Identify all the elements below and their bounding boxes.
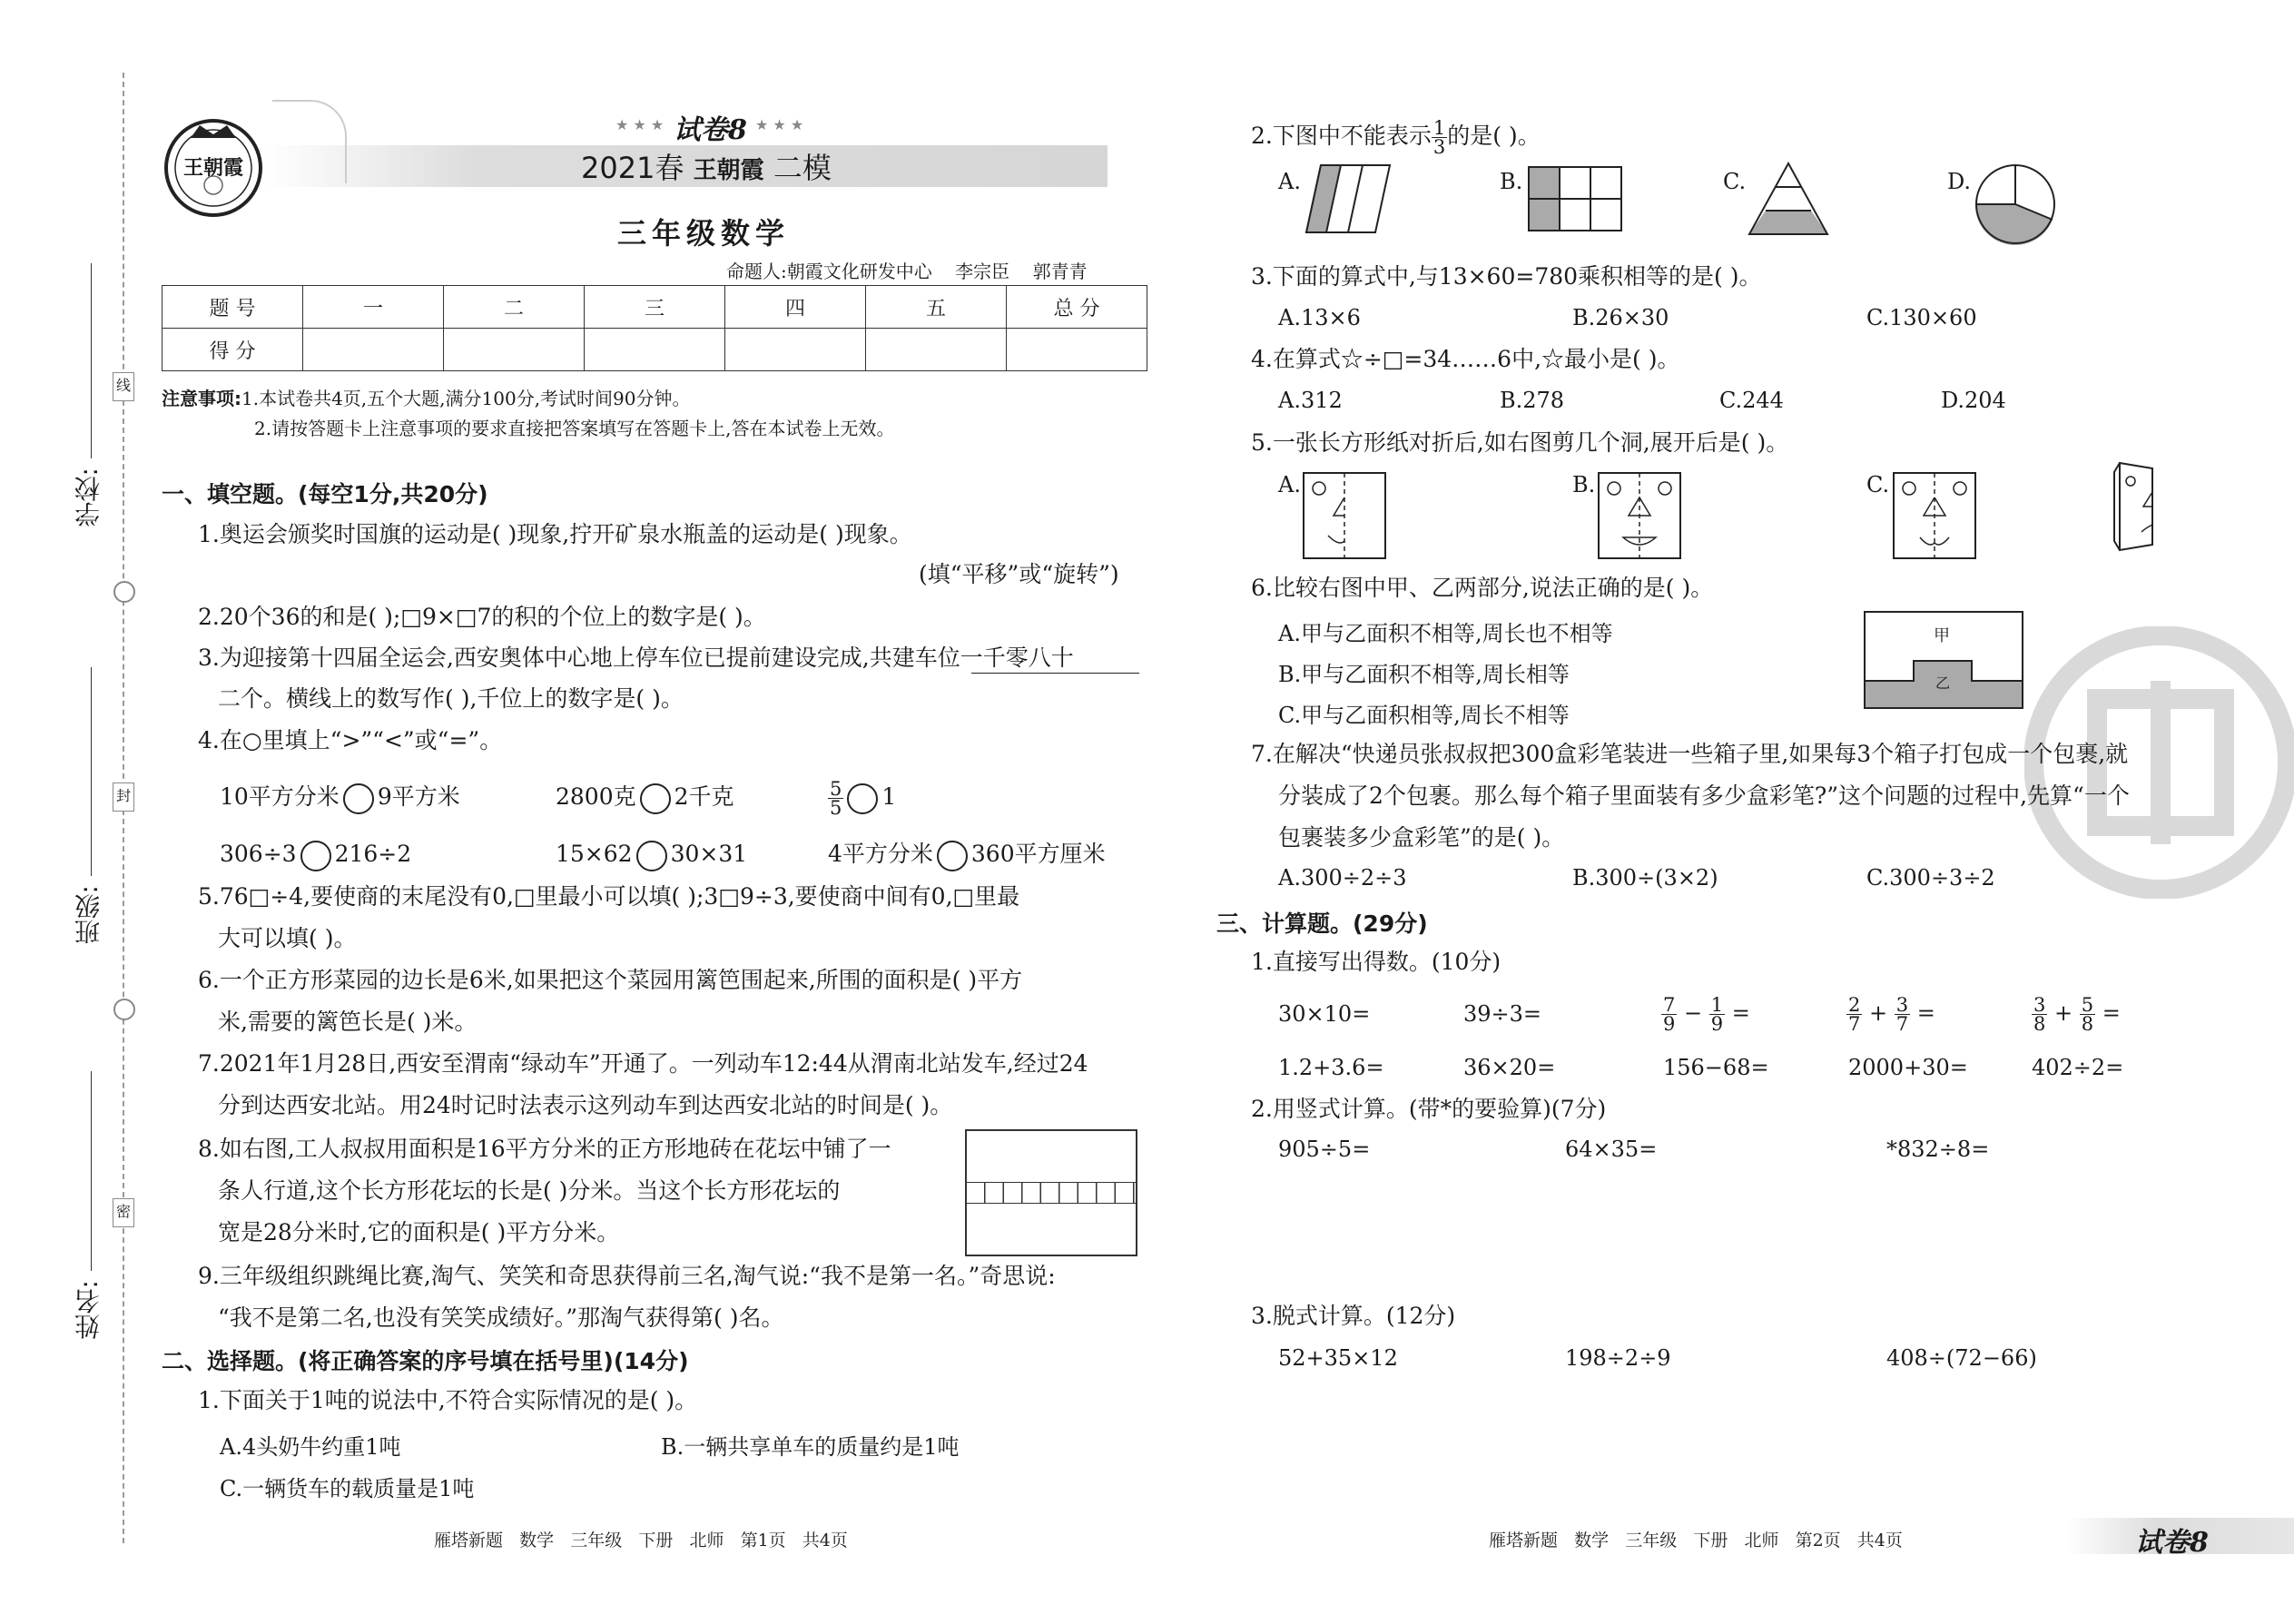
face-figure-a [1303, 472, 1386, 559]
page-right [1180, 0, 2294, 1624]
s2-q2-option-b[interactable]: B. [1500, 169, 1523, 194]
s2-q7-option-c[interactable]: C.300÷3÷2 [1866, 865, 1995, 891]
class-label: 班级: [74, 885, 103, 945]
footer-tag: 试卷8 [2135, 1527, 2209, 1559]
s2-q3-option-a[interactable]: A.13×6 [1278, 305, 1361, 330]
s2-q7-line1: 7.在解决“快递员张叔叔把300盒彩笔装进一些箱子里,如果每3个箱子打包成一个包裹,就 [1251, 741, 2129, 767]
s2-q6-option-c[interactable]: C.甲与乙面积相等,周长不相等 [1278, 703, 1570, 728]
grid-figure [1527, 165, 1623, 232]
s2-q4: 4.在算式☆÷□=34……6中,☆最小是( )。 [1251, 346, 1680, 372]
name-label: 姓名: [74, 1280, 103, 1340]
compare-circle[interactable] [640, 783, 671, 814]
stepwise-calc-item: 198÷2÷9 [1565, 1345, 1671, 1371]
footer-right: 雁塔新题 数学 三年级 下册 北师 第2页 共4页 [1489, 1530, 1903, 1550]
compare-item: 4平方分米 360平方厘米 [828, 840, 1106, 871]
school-label: 学校: [74, 468, 103, 527]
s3-q2: 2.用竖式计算。(带*的要验算)(7分) [1251, 1096, 1607, 1122]
s2-q2-option-c[interactable]: C. [1723, 169, 1747, 194]
fraction: $\frac{1}{9}$ [1710, 994, 1724, 1035]
s2-q3-option-b[interactable]: B.26×30 [1572, 305, 1669, 330]
stepwise-calc-item: 52+35×12 [1278, 1345, 1398, 1371]
face-figure-c [1893, 472, 1976, 559]
subject-title: 三年级数学 [617, 216, 791, 251]
s2-q1-option-c[interactable]: C.一辆货车的载质量是1吨 [220, 1476, 475, 1501]
fraction: $\frac{3}{8}$ [2033, 994, 2046, 1035]
s1-q6-line1: 6.一个正方形菜园的边长是6米,如果把这个菜园用篱笆围起来,所围的面积是( )平方 [198, 967, 1023, 993]
s2-q4-option-a[interactable]: A.312 [1278, 388, 1343, 413]
s2-q6-option-a[interactable]: A.甲与乙面积不相等,周长也不相等 [1278, 621, 1613, 646]
binding-mark-xian: 线 [113, 372, 134, 401]
calc-fraction-item: $\frac{7}{9}$ − $\frac{1}{9}$ = [1663, 994, 1750, 1035]
compare-item: 2800克 2千克 [556, 782, 734, 814]
s1-q8-line3: 宽是28分米时,它的面积是( )平方分米。 [218, 1219, 620, 1245]
score-table-cell: 三 [585, 286, 725, 329]
s1-q2: 2.20个36的和是( );□9×□7的积的个位上的数字是( )。 [198, 604, 766, 630]
yi-label: 乙 [1935, 674, 1951, 692]
vertical-calc-item: 64×35= [1565, 1137, 1658, 1162]
calc-item: 2000+30= [1848, 1055, 1968, 1080]
star-decoration-left: ★ ★ ★ [615, 116, 665, 133]
s1-q5-line1: 5.76□÷4,要使商的末尾没有0,□里最小可以填( );3□9÷3,要使商中间有0,□里最 [198, 883, 1020, 910]
vertical-calc-item: 905÷5= [1278, 1137, 1371, 1162]
s2-q4-option-d[interactable]: D.204 [1941, 388, 2006, 413]
flowerbed-figure [965, 1129, 1137, 1256]
section2-title: 二、选择题。(将正确答案的序号填在括号里)(14分) [162, 1348, 689, 1374]
calc-item: 36×20= [1463, 1055, 1556, 1080]
star-decoration-right: ★ ★ ★ [755, 116, 804, 133]
s2-q1-option-b[interactable]: B.一辆共享单车的质量约是1吨 [661, 1434, 960, 1460]
jia-yi-figure [1863, 610, 2024, 710]
footer-left: 雁塔新题 数学 三年级 下册 北师 第1页 共4页 [434, 1530, 848, 1550]
compare-circle[interactable] [937, 841, 968, 871]
compare-item: 15×62 30×31 [556, 840, 747, 871]
score-table [162, 285, 1147, 371]
score-row-label: 得 分 [162, 329, 303, 371]
score-table-header-row [162, 286, 1147, 329]
s3-q1: 1.直接写出得数。(10分) [1251, 949, 1501, 975]
s2-q7-option-b[interactable]: B.300÷(3×2) [1572, 865, 1718, 891]
score-table-cell: 二 [444, 286, 585, 329]
calc-fraction-item: $\frac{3}{8}$ + $\frac{5}{8}$ = [2033, 994, 2121, 1035]
s2-q5-option-a[interactable]: A. [1278, 472, 1301, 497]
exam-title [581, 145, 832, 187]
s2-q7-line3: 包裹装多少盒彩笔”的是( )。 [1278, 824, 1565, 851]
s2-q5: 5.一张长方形纸对折后,如右图剪几个洞,展开后是( )。 [1251, 429, 1789, 456]
fraction: $\frac{3}{7}$ [1895, 994, 1909, 1035]
fraction: $\frac{7}{9}$ [1663, 994, 1676, 1035]
compare-circle[interactable] [636, 841, 667, 871]
s2-q1: 1.下面关于1吨的说法中,不符合实际情况的是( )。 [198, 1387, 698, 1413]
calc-item: 156−68= [1663, 1055, 1769, 1080]
s1-q6-line2: 米,需要的篱笆长是( )米。 [218, 1009, 478, 1035]
s1-q5-line2: 大可以填( )。 [218, 925, 357, 951]
section3-title: 三、计算题。(29分) [1216, 910, 1428, 937]
s1-q1-hint: (填“平移”或“旋转”) [919, 561, 1119, 587]
score-cell[interactable] [585, 329, 725, 371]
score-table-cell: 四 [725, 286, 866, 329]
exam-title-brand: 王朝霞 [693, 157, 764, 184]
notes-line2: 2.请按答题卡上注意事项的要求直接把答案填写在答题卡上,答在本试卷上无效。 [254, 418, 895, 439]
circle-figure [1974, 163, 2056, 245]
calc-item: 39÷3= [1463, 1001, 1542, 1027]
authors: 命题人:朝霞文化研发中心 李宗臣 郭青青 [726, 261, 1088, 282]
notes-text1: 1.本试卷共4页,五个大题,满分100分,考试时间90分钟。 [241, 388, 691, 409]
s1-q9-line2: “我不是第二名,也没有笑笑成绩好。”那淘气获得第( )名。 [218, 1304, 784, 1331]
s1-q3-line1: 3.为迎接第十四届全运会,西安奥体中心地上停车位已提前建设完成,共建车位一千零八十 [198, 645, 1074, 671]
compare-circle[interactable] [847, 783, 878, 814]
notes-label: 注意事项: [162, 388, 241, 409]
compare-item: 306÷3 216÷2 [220, 840, 411, 871]
section1-title: 一、填空题。(每空1分,共20分) [162, 481, 488, 507]
score-table-cell: 总 分 [1007, 286, 1147, 329]
exam-number: 试卷8 [674, 114, 747, 146]
s2-q2-option-d[interactable]: D. [1947, 169, 1972, 194]
score-table-cell: 一 [303, 286, 444, 329]
binding-mark-mi: 密 [113, 1198, 134, 1227]
s2-q4-option-b[interactable]: B.278 [1500, 388, 1565, 413]
parallelogram-figure [1303, 163, 1393, 236]
s1-q7-line2: 分到达西安北站。用24时记时法表示这列动车到达西安北站的时间是( )。 [218, 1092, 953, 1118]
jia-label: 甲 [1934, 626, 1950, 645]
score-table-cell: 题 号 [162, 286, 303, 329]
s2-q3-option-c[interactable]: C.130×60 [1866, 305, 1977, 330]
score-cell[interactable] [866, 329, 1007, 371]
logo [163, 118, 263, 218]
face-figure-b [1598, 472, 1681, 559]
s1-q4: 4.在○里填上“>”“<”或“=”。 [198, 727, 503, 753]
fraction: $\frac{2}{7}$ [1848, 994, 1861, 1035]
score-table-cell: 五 [866, 286, 1007, 329]
s1-q1: 1.奥运会颁奖时国旗的运动是( )现象,拧开矿泉水瓶盖的运动是( )现象。 [198, 521, 912, 547]
s2-q7-option-a[interactable]: A.300÷2÷3 [1278, 865, 1407, 891]
folded-paper-figure [2111, 461, 2156, 552]
exam-title-post: 二模 [773, 151, 832, 185]
s2-q7-line2: 分装成了2个包裹。那么每个箱子里面装有多少盒彩笔?”这个问题的过程中,先算“一个 [1278, 782, 2130, 809]
fraction: $\frac{1}{3}$ [1433, 117, 1446, 158]
score-cell[interactable] [1007, 329, 1147, 371]
calc-item: 402÷2= [2032, 1055, 2124, 1080]
s2-q6-option-b[interactable]: B.甲与乙面积不相等,周长相等 [1278, 662, 1570, 687]
fraction: $\frac{5}{8}$ [2081, 994, 2094, 1035]
s2-q2-option-a[interactable]: A. [1278, 169, 1301, 194]
calc-fraction-item: $\frac{2}{7}$ + $\frac{3}{7}$ = [1848, 994, 1935, 1035]
s1-q7-line1: 7.2021年1月28日,西安至渭南“绿动车”开通了。一列动车12:44从渭南北站发车,经过24 [198, 1050, 1088, 1077]
compare-item: $\frac{5}{5}$ 1 [830, 778, 897, 819]
s3-q3: 3.脱式计算。(12分) [1251, 1303, 1456, 1329]
s1-q3-line2: 二个。横线上的数写作( ),千位上的数字是( )。 [218, 685, 684, 712]
score-table-score-row [162, 329, 1147, 371]
s1-q9-line1: 9.三年级组织跳绳比赛,淘气、笑笑和奇思获得前三名,淘气说:“我不是第一名。”奇思说: [198, 1263, 1056, 1289]
ribbon-decoration [272, 100, 347, 183]
stepwise-calc-item: 408÷(72−66) [1886, 1345, 2037, 1371]
s1-q8-line1: 8.如右图,工人叔叔用面积是16平方分米的正方形地砖在花坛中铺了一 [198, 1136, 891, 1162]
calc-item: 1.2+3.6= [1278, 1055, 1384, 1080]
score-cell[interactable] [444, 329, 585, 371]
s2-q6: 6.比较右图中甲、乙两部分,说法正确的是( )。 [1251, 575, 1714, 601]
s2-q5-option-c[interactable]: C. [1866, 472, 1890, 497]
compare-circle[interactable] [300, 841, 331, 871]
notes-line1 [162, 384, 691, 413]
s1-q8-line2: 条人行道,这个长方形花坛的长是( )分米。当这个长方形花坛的 [218, 1177, 841, 1204]
s2-q4-option-c[interactable]: C.244 [1719, 388, 1784, 413]
s2-q2: 2.下图中不能表示 $\frac{1}{3}$ 的是( )。 [1251, 117, 1541, 158]
underline [971, 673, 1139, 674]
walkway [967, 1182, 1136, 1204]
binding-mark-feng: 封 [113, 782, 134, 812]
exam-title-pre: 2021春 [581, 151, 684, 185]
vertical-calc-item: *832÷8= [1886, 1137, 1990, 1162]
compare-item: 10平方分米 9平方米 [220, 782, 460, 814]
calc-item: 30×10= [1278, 1001, 1371, 1027]
logo-text: 王朝霞 [182, 156, 243, 180]
score-cell[interactable] [303, 329, 444, 371]
s2-q3: 3.下面的算式中,与13×60=780乘积相等的是( )。 [1251, 263, 1762, 290]
fraction: $\frac{5}{5}$ [830, 778, 842, 819]
compare-circle[interactable] [343, 783, 374, 814]
s2-q5-option-b[interactable]: B. [1572, 472, 1596, 497]
score-cell[interactable] [725, 329, 866, 371]
triangle-figure [1748, 162, 1829, 236]
s2-q1-option-a[interactable]: A.4头奶牛约重1吨 [220, 1434, 401, 1460]
